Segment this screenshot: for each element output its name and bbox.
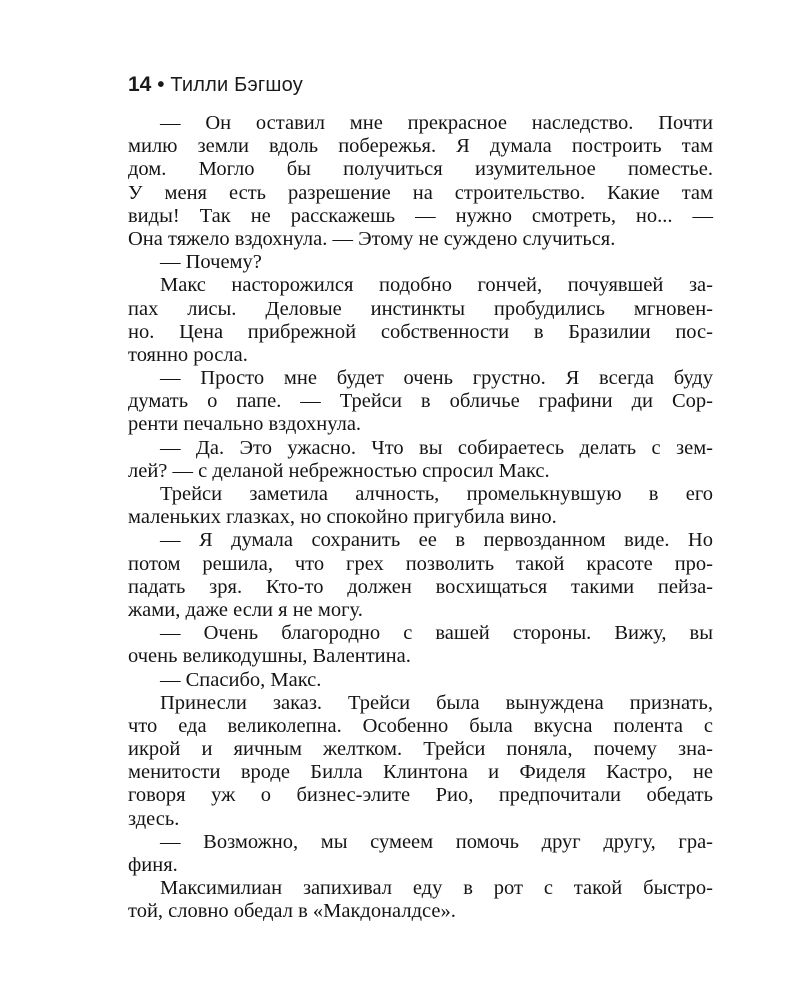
text-line: маленьких глазках, но спокойно пригубила вино. [128,506,557,529]
text-line: тоянно росла. [128,343,248,366]
text-line: падать зря. Кто-то должен восхищаться такими пейза- [128,575,713,598]
text-line: но. Цена прибрежной собственности в Бразилии пос- [128,320,713,343]
text-line: — Почему? [160,251,262,274]
text-line: думать о папе. — Трейси в обличье графини ди Сор- [128,390,713,413]
text-line: икрой и яичным желтком. Трейси поняла, почему зна- [128,738,713,761]
text-line: Принесли заказ. Трейси была вынуждена признать, [160,691,713,714]
text-line: менитости вроде Билла Клинтона и Фиделя Кастро, не [128,761,713,784]
text-line: очень великодушны, Валентина. [128,645,411,668]
header-separator: • [157,74,165,96]
body-text [128,112,713,924]
text-line: Трейси заметила алчность, промелькнувшую в его [160,483,713,505]
text-line: финя. [128,854,178,876]
text-line: Она тяжело вздохнула. — Этому не суждено случиться. [128,227,616,250]
text-line: говоря уж о бизнес-элите Рио, предпочитали обедать [128,784,713,807]
text-line: — Да. Это ужасно. Что вы собираетесь делать с зем- [160,436,713,459]
text-line: У меня есть разрешение на строительство. Какие там [128,181,713,204]
text-line: — Очень благородно с вашей стороны. Вижу, вы [160,622,713,645]
book-author: Тилли Бэгшоу [170,74,303,96]
text-line: Макс насторожился подобно гончей, почуявшей за- [160,274,713,297]
text-line: — Он оставил мне прекрасное наследство. Почти [160,112,713,134]
text-line: дом. Могло бы получиться изумительное поместье. [128,158,713,181]
text-line: Максимилиан запихивал еду в рот с такой быстро- [160,877,713,900]
text-line: — Спасибо, Макс. [160,668,322,691]
text-line: ренти печально вздохнула. [128,413,362,436]
text-line: — Я думала сохранить ее в первозданном виде. Но [160,529,713,552]
text-line: что еда великолепна. Особенно была вкусна полента с [128,714,713,737]
page-number: 14 [128,73,152,96]
text-line: здесь. [128,807,180,830]
text-line: потом решила, что грех позволить такой красоте про- [128,552,713,575]
text-line: той, словно обедал в «Макдоналдсе». [128,900,456,923]
text-line: пах лисы. Деловые инстинкты пробудились мгновен- [128,297,713,320]
text-line: милю земли вдоль побережья. Я думала построить там [128,135,713,158]
running-head [128,72,303,98]
text-line: — Просто мне будет очень грустно. Я всегда буду [160,367,713,390]
text-line: — Возможно, мы сумеем помочь друг другу, гра- [160,830,713,853]
text-line: лей? — с деланой небрежностью спросил Макс. [128,459,550,482]
text-line: виды! Так не расскажешь — нужно смотреть, но... — [128,204,713,227]
text-line: жами, даже если я не могу. [128,598,363,621]
